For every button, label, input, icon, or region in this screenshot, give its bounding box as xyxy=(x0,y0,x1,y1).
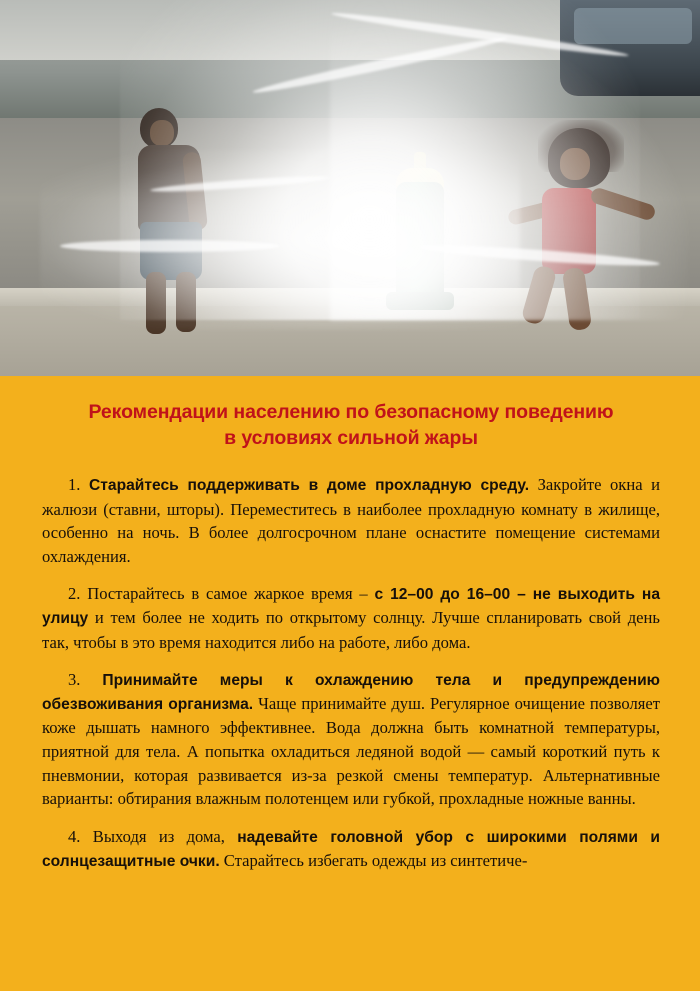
recommendation-paragraph-4 xyxy=(42,825,660,873)
body-text: Чаще принимайте душ. Регулярное очищение позволяет коже дышать намного эффективнее. Вода должна быть комнатной температуры, приятной для тела. А попытка охладиться ледяной водой — самый короткий путь к пневмонии, которая развивается из-за резкой смены температур. Альтернативные варианты: обтирания влажным полотенцем или губкой, прохладные ножные ванны. xyxy=(42,694,660,809)
body-text: 4. Выходя из дома, xyxy=(68,826,238,846)
emphasis-text: Принимайте меры к охлаждению тела и предупреждению обезвоживания организма. xyxy=(42,672,660,714)
body-text: 3. xyxy=(68,670,103,690)
emphasis-text: надевайте головной убор с широкими полями и солнцезащитные очки. xyxy=(42,828,660,870)
water-streak xyxy=(60,240,280,252)
page-title-line-2: в условиях сильной жары xyxy=(224,426,478,449)
content-area xyxy=(0,376,700,873)
emphasis-text: с 12–00 до 16–00 – не выходить на улицу xyxy=(42,586,661,628)
header-photo xyxy=(0,0,700,376)
body-text: 2. Постарайтесь в самое жаркое время – xyxy=(68,584,375,604)
page-title xyxy=(42,400,660,451)
emphasis-text: Старайтесь поддерживать в доме прохладную среду. xyxy=(89,477,530,495)
body-text: Старайтесь избегать одежды из синтетиче- xyxy=(219,850,528,870)
recommendation-paragraph-1 xyxy=(42,473,660,568)
recommendation-paragraph-2 xyxy=(42,582,660,654)
body-text: Закройте окна и жалюзи (ставни, шторы). Переместитесь в наиболее прохладную комнату в жилище, особенно на ночь. В более долгосрочном плане оснастите помещение системами охлаждения. xyxy=(42,475,661,566)
page-title-line-1: Рекомендации населению по безопасному поведению xyxy=(88,401,614,423)
recommendation-paragraph-3 xyxy=(42,668,660,811)
body-text: и тем более не ходить по открытому солнцу. Лучше спланировать свой день так, чтобы в это время находится либо на работе, либо дома. xyxy=(42,608,660,652)
body-text: 1. xyxy=(68,475,89,495)
